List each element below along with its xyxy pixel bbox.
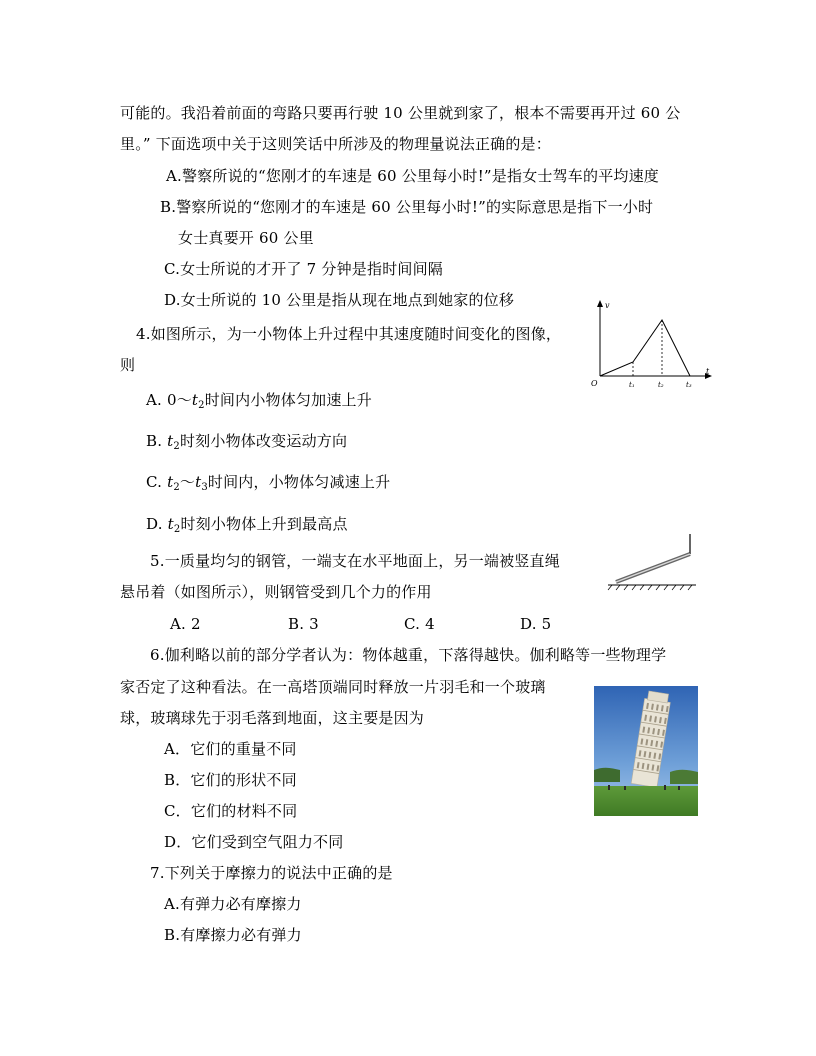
q4-option-a: A. $0\sim t_2$时间内小物体匀加速上升 [146,391,372,411]
question-6-stem: 6.伽利略以前的部分学者认为：物体越重，下落得越快。伽利略等一些物理学 [150,646,667,664]
velocity-time-graph [588,296,716,392]
question-4-stem: 4.如图所示，为一小物体上升过程中其速度随时间变化的图像， [136,325,562,343]
q7-option-b: B.有摩擦力必有弹力 [164,926,302,944]
question-6-stem-cont2: 球，玻璃球先于羽毛落到地面，这主要是因为 [120,709,425,727]
steel-pipe-figure [604,532,700,592]
q5-option-d: D. 5 [520,615,552,633]
leaning-tower-photo [594,686,698,816]
q6-option-d: D．它们受到空气阻力不同 [164,833,344,851]
q7-option-a: A.有弹力必有摩擦力 [164,895,302,913]
q6-option-b: B．它们的形状不同 [164,771,297,789]
option-c: C.女士所说的才开了 7 分钟是指时间间隔 [164,260,443,278]
text-line: 里。” 下面选项中关于这则笑话中所涉及的物理量说法正确的是： [120,135,551,153]
q4-option-b: B. $t_2$时刻小物体改变运动方向 [146,432,348,452]
q6-option-c: C．它们的材料不同 [164,802,298,820]
t1-label: t₁ [629,381,635,389]
question-5-stem: 5.一质量均匀的钢管，一端支在水平地面上，另一端被竖直绳 [150,552,560,570]
t-axis-label: t [706,367,710,376]
option-d: D.女士所说的 10 公里是指从现在地点到她家的位移 [164,291,515,309]
v-axis-label: v [605,301,610,310]
option-b-cont: 女士真要开 60 公里 [178,229,314,247]
q5-option-b: B. 3 [288,615,319,633]
question-6-stem-cont: 家否定了这种看法。在一高塔顶端同时释放一片羽毛和一个玻璃 [120,678,546,696]
option-a: A.警察所说的“您刚才的车速是 60 公里每小时!”是指女士驾车的平均速度 [166,167,659,185]
q5-option-c: C. 4 [404,615,435,633]
option-b: B.警察所说的“您刚才的车速是 60 公里每小时!”的实际意思是指下一小时 [160,198,654,216]
q5-option-a: A. 2 [170,615,201,633]
t2-label: t₂ [658,381,664,389]
origin-label: O [591,379,598,388]
t3-label: t₃ [686,381,692,389]
q6-option-a: A．它们的重量不同 [164,740,297,758]
q4-option-d: D. $t_2$时刻小物体上升到最高点 [146,515,348,535]
question-5-stem-cont: 悬吊着（如图所示），则钢管受到几个力的作用 [120,583,432,601]
text-line: 可能的。我沿着前面的弯路只要再行驶 10 公里就到家了，根本不需要再开过 60 公 [120,104,681,122]
q4-option-c: C. $t_2\sim t_3$时间内，小物体匀减速上升 [146,473,391,493]
question-4-stem-cont: 则 [120,356,136,374]
question-7-stem: 7.下列关于摩擦力的说法中正确的是 [150,864,393,882]
